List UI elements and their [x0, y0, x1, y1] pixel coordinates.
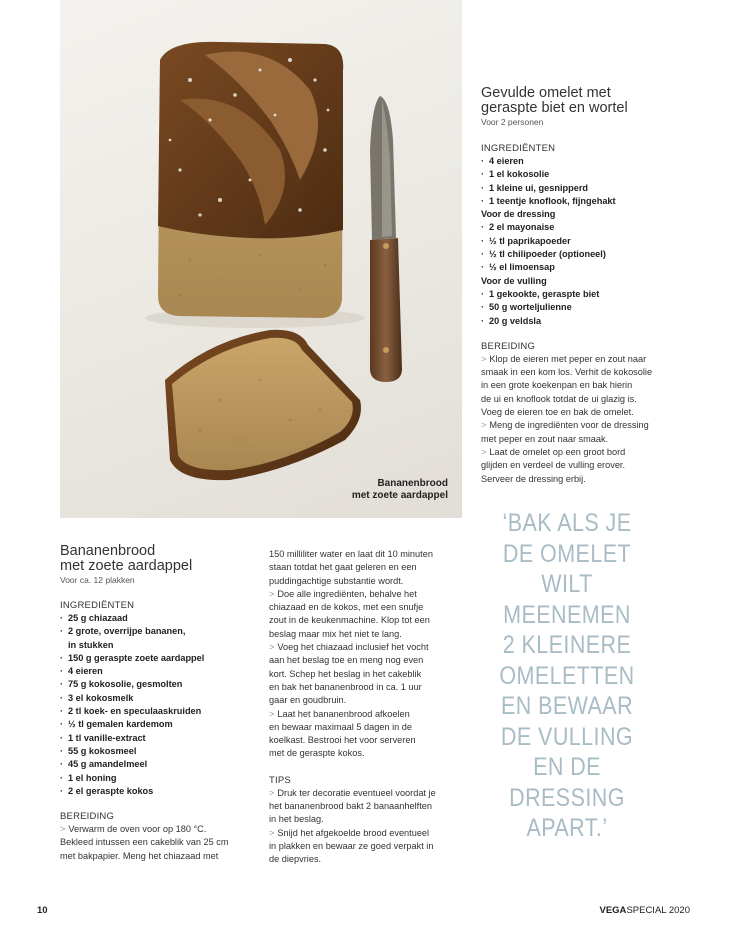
ingredient-item: · 4 eieren: [60, 665, 256, 678]
omelet-ingredients-list: [481, 155, 656, 328]
method-line: [269, 708, 459, 721]
banana-title-line: met zoete aardappel: [60, 558, 193, 574]
step-arrow-icon: >: [269, 642, 275, 653]
method-line: [269, 575, 459, 588]
method-line: [269, 694, 459, 707]
method-text: met de geraspte kokos.: [269, 748, 365, 759]
method-line: [269, 827, 459, 840]
method-line: [269, 840, 459, 853]
banana-method-continued: [269, 548, 459, 867]
method-text: beslag maar mix het niet te lang.: [269, 628, 402, 639]
method-line: [481, 446, 656, 459]
method-line: [269, 561, 459, 574]
magazine-issue: SPECIAL 2020: [626, 905, 690, 916]
omelet-recipe: [481, 86, 656, 486]
method-line: [269, 588, 459, 601]
ingredient-item: · ½ tl paprikapoeder: [481, 235, 656, 248]
method-text: het bananenbrood bakt 2 banaanhelften: [269, 801, 432, 812]
method-text: koelkast. Bestrooi het voor serveren: [269, 735, 416, 746]
method-text: smaak in een kom los. Verhit de kokosolie: [481, 367, 653, 378]
method-line: [481, 379, 656, 392]
ingredient-item: · 1 teentje knoflook, fijngehakt: [481, 195, 656, 208]
banana-bread-photo: [60, 0, 462, 518]
banana-tips: [269, 787, 459, 867]
method-text: kort. Schep het beslag in het cakeblik: [269, 668, 422, 679]
method-line: [481, 433, 656, 446]
ingredient-item: · 1 el honing: [60, 772, 256, 785]
pull-quote-line: DE OMELET: [502, 539, 632, 568]
ingredient-item: · 20 g veldsla: [481, 315, 656, 328]
ingredient-item: · ½ el limoensap: [481, 261, 656, 274]
step-arrow-icon: >: [481, 420, 487, 431]
method-text: in het beslag.: [269, 814, 324, 825]
method-line: [481, 406, 656, 419]
banana-bread-illustration: [60, 0, 462, 518]
pull-quote-line: MEENEMEN: [503, 600, 631, 629]
omelet-serves: Voor 2 personen: [481, 117, 544, 127]
method-text: zout in de keukenmachine. Klop tot een: [269, 615, 430, 626]
method-line: [481, 419, 656, 432]
method-text: chiazaad en de kokos, met een snufje: [269, 602, 424, 613]
ingredient-item: · ½ tl gemalen kardemom: [60, 718, 256, 731]
method-text: Doe alle ingrediënten, behalve het: [277, 588, 417, 599]
omelet-method-heading: BEREIDING: [481, 340, 536, 352]
method-line: [269, 787, 459, 800]
banana-method-heading: BEREIDING: [60, 811, 115, 823]
banana-method-part2: [269, 548, 459, 761]
ingredient-item: · 1 kleine ui, gesnipperd: [481, 182, 656, 195]
pull-quote-line: 2 KLEINERE: [502, 631, 632, 659]
step-arrow-icon: >: [60, 824, 66, 835]
omelet-title: [481, 86, 656, 116]
ingredient-item: · 4 eieren: [481, 155, 656, 168]
method-text: staan totdat het gaat geleren en een: [269, 562, 417, 573]
method-text: gaar en goudbruin.: [269, 695, 347, 706]
omelet-method: [481, 353, 656, 486]
method-line: [481, 459, 656, 472]
method-text: Voeg de eieren toe en bak de omelet.: [481, 407, 634, 418]
pull-quote: [489, 508, 646, 844]
ingredient-item: · 150 g geraspte zoete aardappel: [60, 652, 256, 665]
ingredient-item: · 55 g kokosmeel: [60, 745, 256, 758]
method-line: [269, 721, 459, 734]
banana-serves: Voor ca. 12 plakken: [60, 575, 135, 585]
method-text: Laat het bananenbrood afkoelen: [277, 708, 410, 719]
step-arrow-icon: >: [269, 588, 275, 599]
method-text: aan het beslag toe en meng nog even: [269, 655, 424, 666]
method-text: Bekleed intussen een cakeblik van 25 cm: [60, 837, 229, 848]
omelet-title-line: Gevulde omelet met: [481, 85, 611, 101]
ingredient-item: · 2 el mayonaise: [481, 221, 656, 234]
pull-quote-line: EN DE: [533, 753, 601, 781]
method-text: 150 milliliter water en laat dit 10 minuten: [269, 549, 433, 559]
method-line: [269, 601, 459, 614]
method-line: [269, 681, 459, 694]
method-text: Druk ter decoratie eventueel voordat je: [277, 787, 436, 798]
step-arrow-icon: >: [481, 353, 487, 364]
ingredient-item: · 75 g kokosolie, gesmolten: [60, 678, 256, 691]
omelet-title-line: geraspte biet en wortel: [481, 100, 628, 116]
ingredient-item: · 1 tl vanille-extract: [60, 732, 256, 745]
pull-quote-line: OMELETTEN: [499, 661, 635, 690]
banana-tips-heading: TIPS: [269, 774, 291, 786]
method-line: [269, 747, 459, 760]
ingredient-item: · ½ tl chilipoeder (optioneel): [481, 248, 656, 261]
method-line: [269, 813, 459, 826]
method-text: en bewaar maximaal 5 dagen in de: [269, 721, 413, 732]
ingredient-subheading: Voor de dressing: [481, 209, 556, 220]
method-line: [60, 850, 256, 863]
step-arrow-icon: >: [269, 827, 275, 838]
method-text: in plakken en bewaar ze goed verpakt in: [269, 840, 434, 851]
magazine-footer: [600, 905, 691, 916]
step-arrow-icon: >: [269, 708, 275, 719]
method-text: Laat de omelet op een groot bord: [489, 446, 626, 457]
method-line: [60, 836, 256, 849]
ingredient-item: · 1 el kokosolie: [481, 168, 656, 181]
method-text: glijden en verdeel de vulling erover.: [481, 460, 626, 471]
pull-quote-line: ‘BAK ALS JE: [502, 509, 632, 537]
ingredient-item: · 1 gekookte, geraspte biet: [481, 288, 656, 301]
method-text: de diepvries.: [269, 854, 322, 865]
pull-quote-line: EN BEWAAR: [500, 692, 634, 720]
step-arrow-icon: >: [481, 446, 487, 457]
magazine-brand: VEGA: [599, 905, 627, 916]
method-text: puddingachtige substantie wordt.: [269, 575, 404, 586]
ingredient-item: · 2 tl koek- en speculaaskruiden: [60, 705, 256, 718]
ingredient-item: · 2 grote, overrijpe bananen,: [60, 625, 256, 638]
method-line: [269, 641, 459, 654]
ingredient-item: · 3 el kokosmelk: [60, 692, 256, 705]
method-line: [481, 473, 656, 486]
banana-ingredients-list: [60, 612, 256, 798]
ingredient-item: · 50 g worteljulienne: [481, 301, 656, 314]
ingredient-subheading: Voor de vulling: [481, 275, 547, 286]
banana-title: [60, 544, 256, 574]
omelet-ingredients-heading: INGREDIËNTEN: [481, 143, 556, 154]
ingredient-item: in stukken: [68, 639, 114, 650]
ingredient-item: · 45 g amandelmeel: [60, 758, 256, 771]
pull-quote-line: DE VULLING: [500, 722, 634, 751]
banana-ingredients-heading: INGREDIËNTEN: [60, 600, 135, 611]
ingredient-item: · 25 g chiazaad: [60, 612, 256, 625]
photo-caption-line: met zoete aardappel: [351, 490, 448, 501]
method-line: [269, 734, 459, 747]
banana-recipe: [60, 544, 256, 863]
method-text: Voeg het chiazaad inclusief het vocht: [277, 642, 429, 653]
method-line: [269, 853, 459, 866]
method-text: met peper en zout naar smaak.: [481, 433, 609, 444]
method-text: met bakpapier. Meng het chiazaad met: [60, 850, 219, 861]
method-line: [269, 800, 459, 813]
pull-quote-line: DRESSING: [509, 783, 625, 812]
pull-quote-line: WILT: [541, 570, 593, 598]
method-line: [269, 654, 459, 667]
ingredient-item: · 2 el geraspte kokos: [60, 785, 256, 798]
method-line: [60, 823, 256, 836]
method-line: [269, 628, 459, 641]
banana-title-line: Bananenbrood: [60, 543, 156, 559]
method-line: [269, 668, 459, 681]
page-number: 10: [37, 905, 48, 916]
method-text: Verwarm de oven voor op 180 °C.: [68, 824, 207, 835]
method-text: Snijd het afgekoelde brood eventueel: [277, 827, 430, 838]
method-line: [481, 366, 656, 379]
method-line: [481, 393, 656, 406]
method-text: de ui en knoflook totdat de ui glazig is.: [481, 393, 637, 404]
photo-caption-line: Bananenbrood: [377, 478, 448, 489]
method-line: [269, 614, 459, 627]
pull-quote-line: APART.’: [526, 814, 608, 842]
method-text: en bak het bananenbrood in ca. 1 uur: [269, 681, 422, 692]
method-text: in een grote koekenpan en bak hierin: [481, 380, 633, 391]
method-text: Serveer de dressing erbij.: [481, 473, 586, 484]
banana-method-part1: [60, 823, 256, 863]
method-line: [481, 353, 656, 366]
method-line: [269, 548, 459, 561]
step-arrow-icon: >: [269, 787, 275, 798]
method-text: Meng de ingrediënten voor de dressing: [489, 420, 649, 431]
method-text: Klop de eieren met peper en zout naar: [489, 353, 647, 364]
photo-caption: [352, 478, 448, 502]
